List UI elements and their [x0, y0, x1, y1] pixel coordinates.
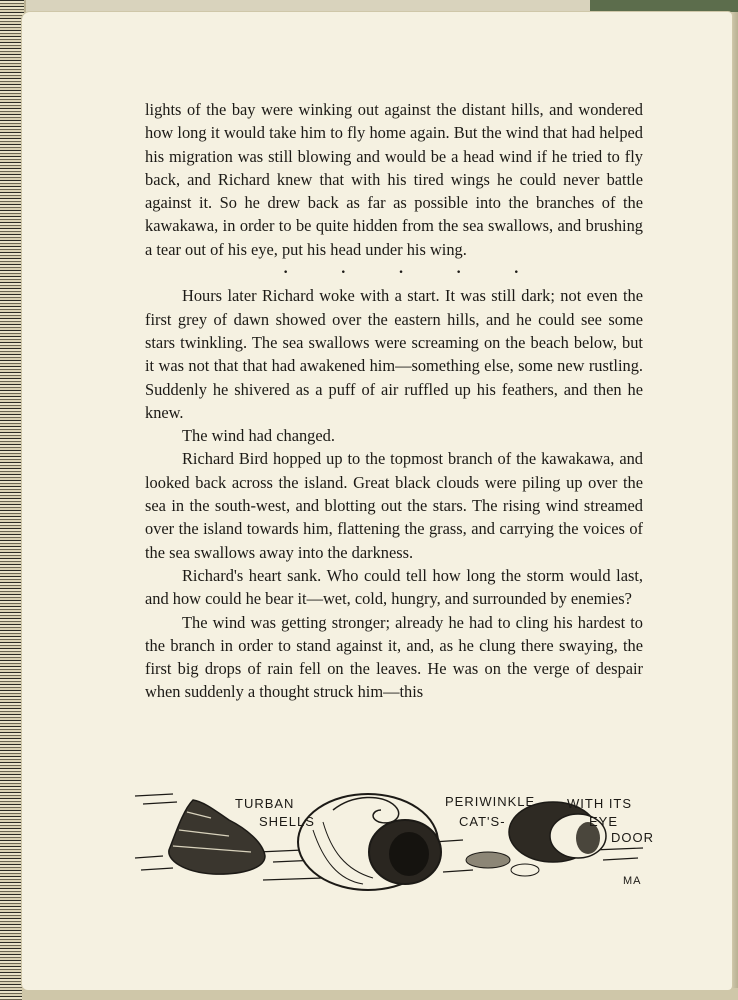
paragraph: The wind was getting stronger; already he had to cling his hardest to the branch in order to stand against it, and, as he clung there swaying, the first big drops of rain fell on the leaves. He was on the verge of despair when suddenly a thought struck him—this — [145, 612, 643, 702]
label-eye: EYE — [589, 814, 619, 829]
paragraph: The wind had changed. — [182, 426, 335, 446]
paragraph: Richard Bird hopped up to the topmost branch of the kawakawa, and looked back across the island. Great black clouds were piling up over the sea in the south-west, and blotting out the stars. The rising wind streamed over the island towards him, flattening the grass, and carrying the voices of the sea swallows away into the darkness. — [145, 449, 643, 562]
paragraph: Hours later Richard woke with a start. It was still dark; not even the first grey of dawn showed over the eastern hills, and he could see some stars twinkling. The sea swallows were screaming on the beach below, but it was not that that had awakened him—something else, some new rustling. Suddenly he shivered as a puff of air ruffled up his feathers, and then he knew. — [145, 286, 643, 422]
body-text — [145, 98, 643, 704]
illustrator-signature: MA — [623, 875, 642, 887]
turban-shell-drawing — [169, 800, 265, 874]
snail-shell-drawing — [298, 794, 441, 890]
cover-cloth — [590, 0, 738, 12]
shells-illustration — [133, 780, 673, 900]
paragraph: lights of the bay were winking out against the distant hills, and wondered how long it would take him to fly home again. But the wind that had helped his migration was still blowing and would be a head wind if he tried to fly back, and Richard knew that with his tired wings he could never battle against it. So he drew back as far as possible into the branches of the kawakawa, in order to be quite hidden from the sea swallows, and brushing a tear out of his eye, put his head under his wing. — [145, 100, 643, 259]
label-door: DOOR — [611, 830, 654, 845]
section-break: · · · · · — [283, 264, 519, 282]
label-turban: TURBAN — [235, 796, 295, 811]
label-cats: CAT'S- — [459, 814, 506, 829]
paragraph: Richard's heart sank. Who could tell how long the storm would last, and how could he bear it—wet, cold, hungry, and surrounded by enemies? — [145, 565, 643, 609]
label-periwinkle: PERIWINKLE — [445, 794, 536, 809]
label-with-its: WITH ITS — [567, 796, 633, 811]
label-shells: SHELLS — [259, 814, 315, 829]
